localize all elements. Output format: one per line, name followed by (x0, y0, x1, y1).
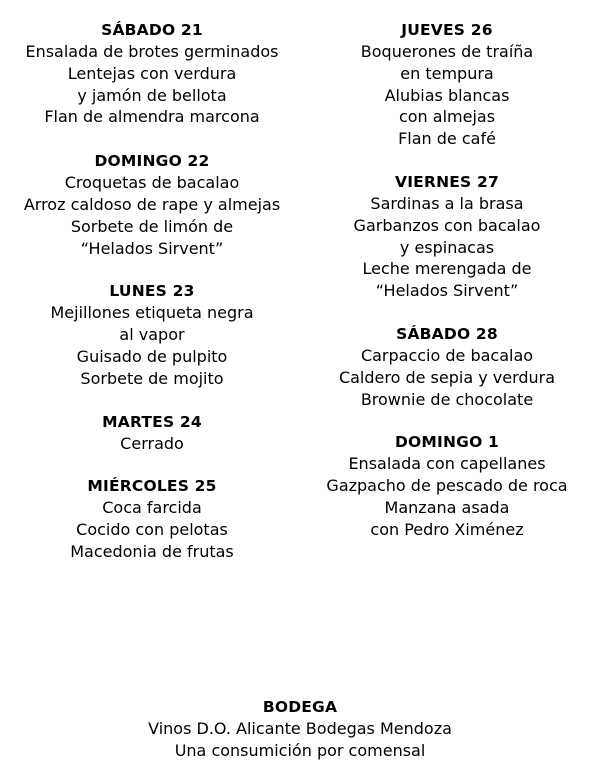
dish-list (2, 41, 302, 128)
dish-item: Brownie de chocolate (360, 389, 534, 409)
day-heading: MARTES 24 (102, 412, 202, 431)
dish-list (2, 433, 302, 455)
bodega-line: Una consumición por comensal (174, 740, 426, 760)
dish-item: Mejillones etiqueta negra (50, 303, 254, 323)
dish-item: Lentejas con verdura (67, 63, 237, 83)
dish-item: con Pedro Ximénez (370, 519, 524, 539)
dish-list (297, 345, 597, 410)
bodega-list (0, 718, 600, 762)
dish-item: Coca farcida (102, 498, 202, 518)
dish-item: Ensalada con capellanes (348, 454, 546, 474)
dish-item: Gazpacho de pescado de roca (326, 476, 568, 496)
day-block-domingo-22 (2, 151, 302, 259)
dish-item: con almejas (398, 107, 496, 127)
day-heading: JUEVES 26 (401, 21, 493, 39)
day-block-sabado-21 (2, 20, 302, 128)
dish-item: al vapor (119, 325, 185, 345)
day-heading: VIERNES 27 (395, 172, 499, 191)
dish-item: Carpaccio de bacalao (360, 345, 534, 365)
dish-list (297, 453, 597, 540)
day-block-jueves-26 (297, 20, 597, 150)
dish-item: Alubias blancas (384, 85, 510, 105)
day-block-sabado-28 (297, 324, 597, 410)
dish-item: Manzana asada (384, 497, 510, 517)
day-block-domingo-1 (297, 432, 597, 540)
dish-item: Croquetas de bacalao (64, 173, 240, 193)
dish-item: Sorbete de mojito (80, 368, 224, 388)
day-block-miercoles-25 (2, 476, 302, 562)
dish-item: Boquerones de traíña (360, 42, 534, 61)
day-heading: SÁBADO 28 (396, 324, 498, 343)
dish-item: y espinacas (399, 237, 495, 257)
dish-item: Leche merengada de (362, 259, 532, 279)
dish-item: Arroz caldoso de rape y almejas (23, 194, 281, 214)
day-block-viernes-27 (297, 172, 597, 302)
dish-item: Macedonia de frutas (70, 541, 234, 561)
dish-item: Sorbete de limón de (70, 216, 234, 236)
dish-item: Cocido con pelotas (76, 520, 228, 540)
dish-item: Cerrado (120, 433, 184, 453)
day-heading: DOMINGO 22 (94, 152, 210, 171)
dish-list (297, 193, 597, 302)
bodega-line: Vinos D.O. Alicante Bodegas Mendoza (148, 719, 452, 738)
dish-list (2, 302, 302, 389)
dish-item: Guisado de pulpito (76, 346, 228, 366)
bodega-heading: BODEGA (262, 698, 338, 716)
day-heading: LUNES 23 (109, 282, 195, 301)
dish-item: Caldero de sepia y verdura (338, 367, 556, 387)
dish-item: Ensalada de brotes germinados (25, 42, 279, 61)
day-heading: DOMINGO 1 (394, 433, 500, 452)
day-heading: MIÉRCOLES 25 (87, 477, 217, 496)
day-block-lunes-23 (2, 281, 302, 389)
day-block-martes-24 (2, 412, 302, 455)
dish-list (297, 41, 597, 150)
dish-item: Garbanzos con bacalao (353, 215, 541, 235)
dish-item: y jamón de bellota (77, 85, 227, 105)
dish-item: Flan de almendra marcona (44, 107, 260, 127)
dish-item: “Helados Sirvent” (80, 238, 224, 258)
bodega-block (0, 697, 600, 762)
dish-item: en tempura (400, 63, 494, 83)
dish-list (2, 497, 302, 562)
dish-item: Sardinas a la brasa (370, 193, 524, 213)
dish-list (2, 172, 302, 259)
day-heading: SÁBADO 21 (101, 21, 203, 39)
dish-item: Flan de café (398, 129, 496, 149)
menu-column-right (297, 20, 597, 541)
menu-column-left (2, 20, 302, 563)
dish-item: “Helados Sirvent” (375, 281, 519, 301)
